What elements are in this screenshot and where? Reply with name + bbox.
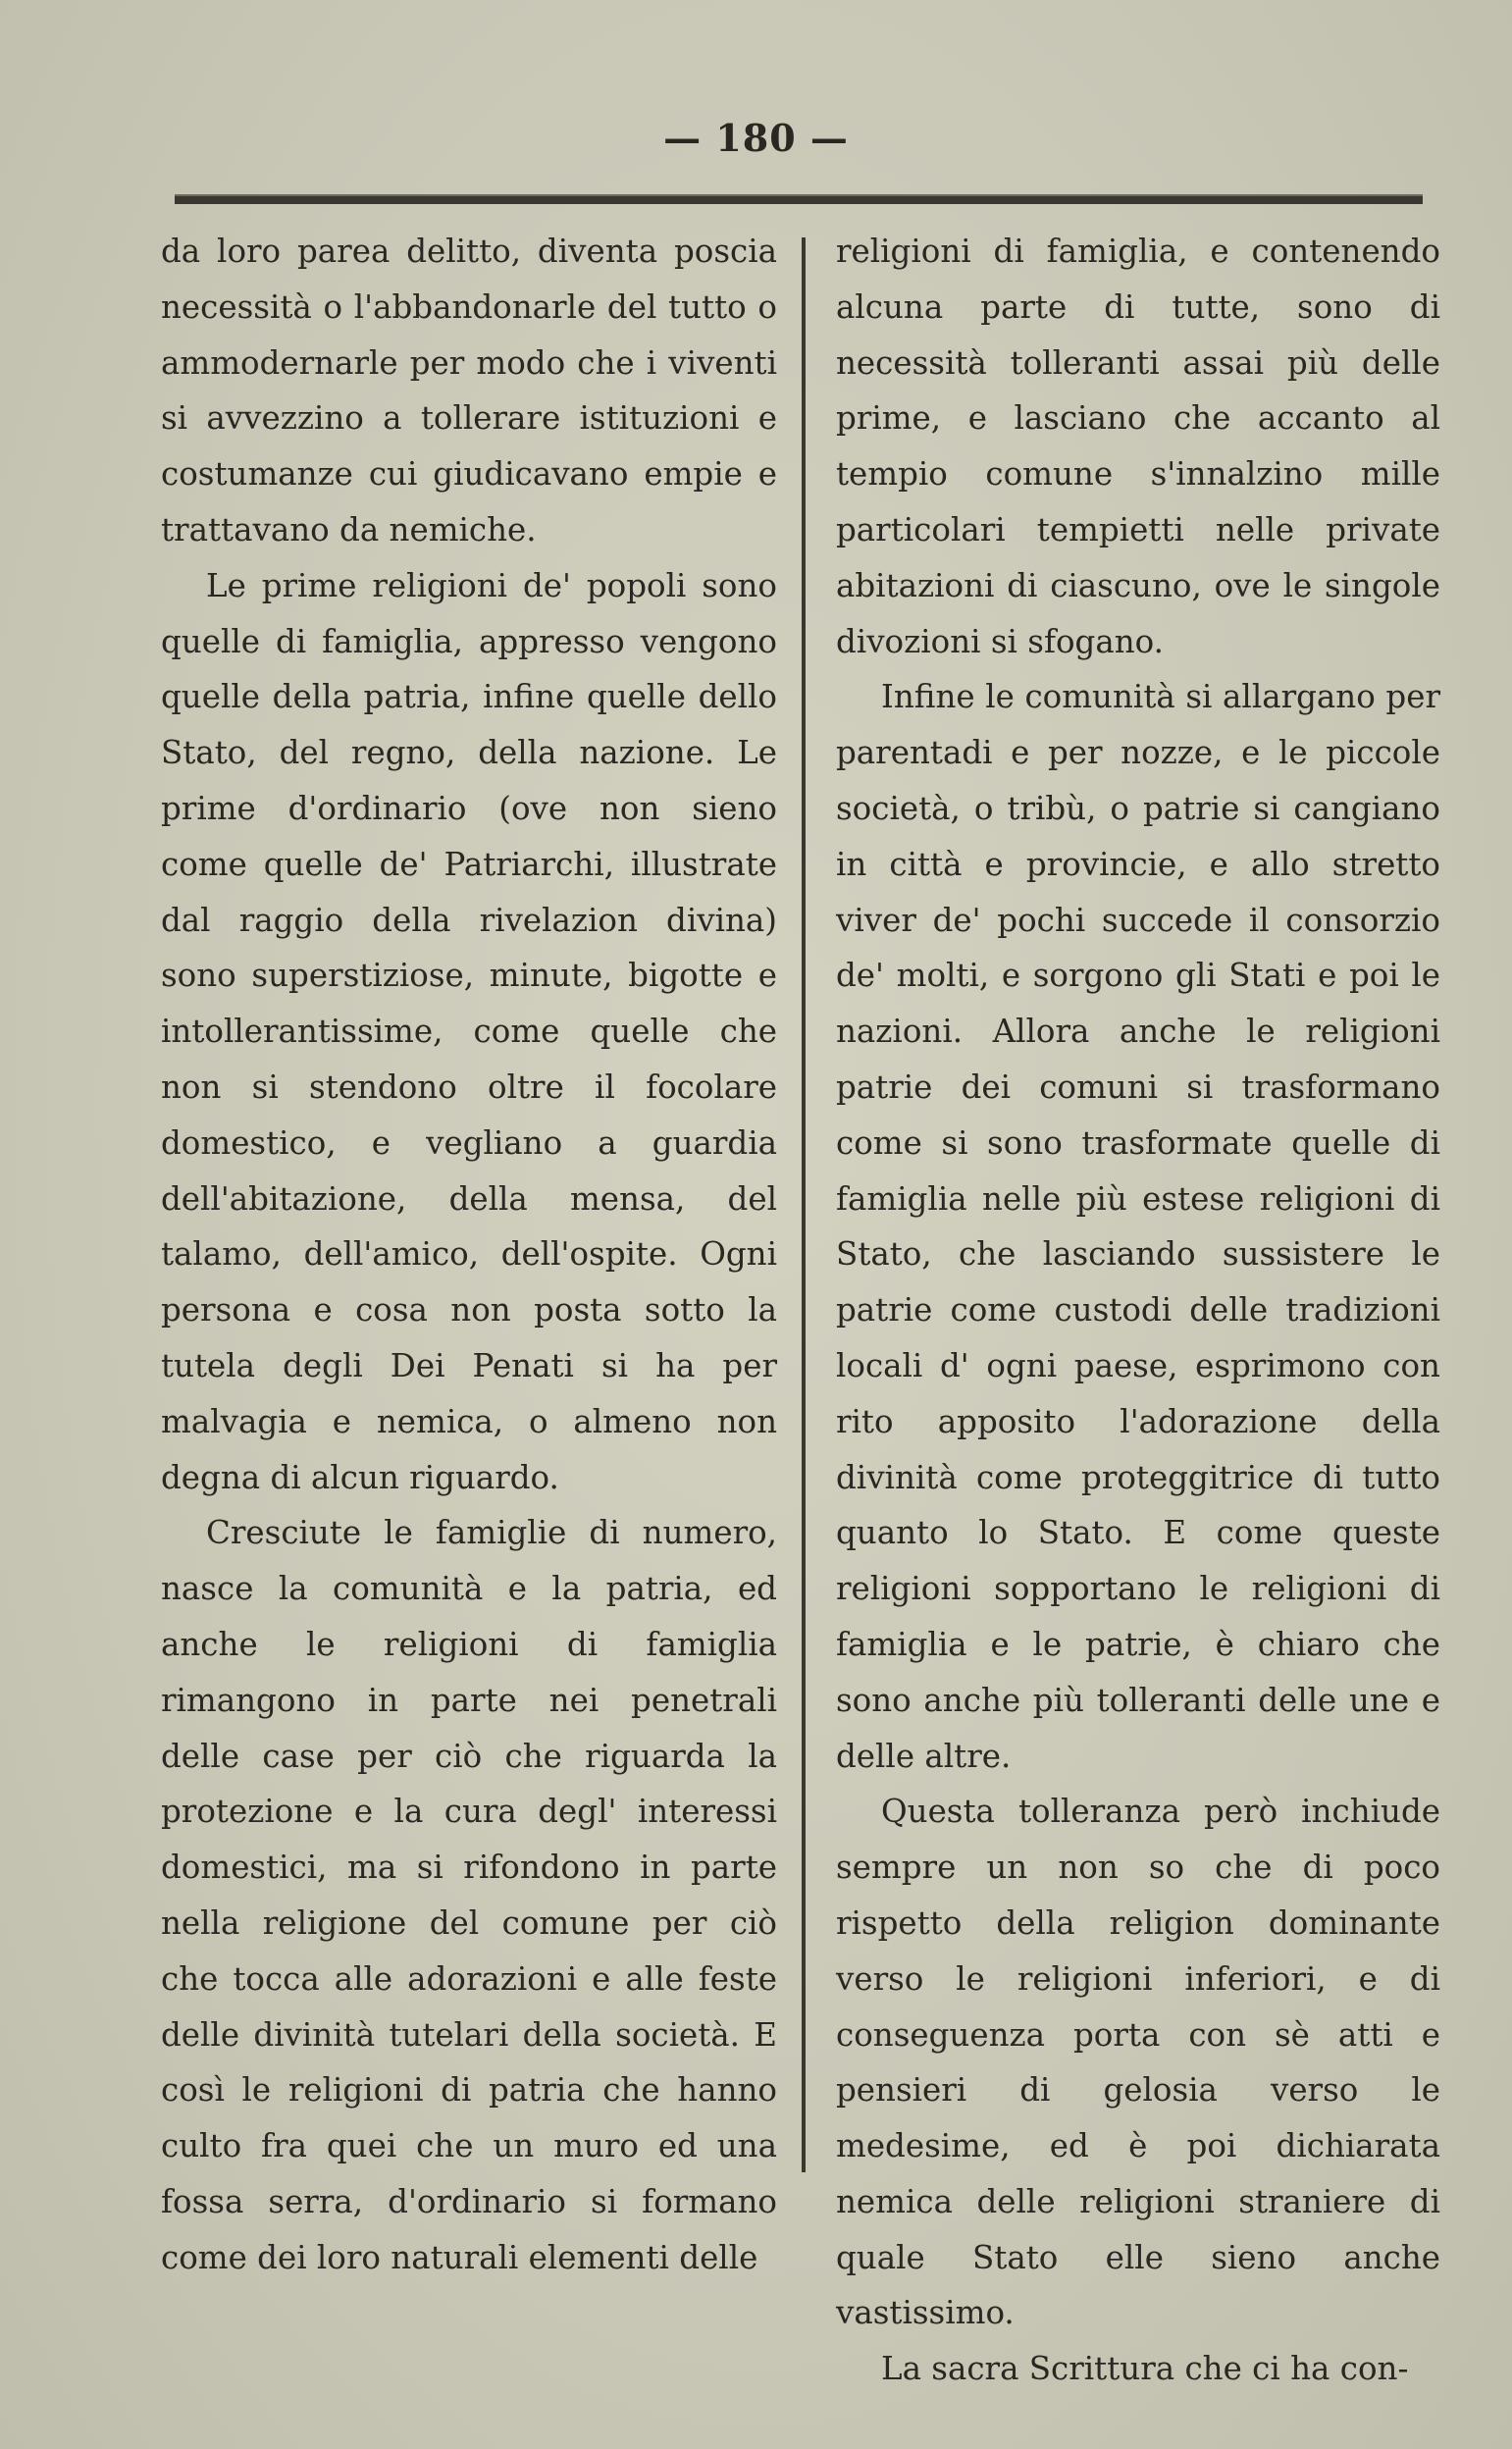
paragraph: Le prime religioni de' popoli sono quelle di famiglia, appresso vengono quelle della patria, infine quelle dello Stato, del regno, della nazione. Le prime d'ordinario (ove non sieno come quelle de' Patriarchi, illustrate dal raggio della rivelazion divina) sono superstiziose, minute, bigotte e intollerantissime, come quelle che non si stendono oltre il focolare domestico, e vegliano a guardia dell'abitazione, della mensa, del talamo, dell'amico, dell'ospite. Ogni persona e cosa non posta sotto la tutela degli Dei Penati si ha per malvagia e nemica, o almeno non degna di alcun riguardo. [161,566,777,1496]
paragraph: Questa tolleranza però inchiude sempre un non so che di poco rispetto della religion dominante verso le religioni inferiori, e di conseguenza porta con sè atti e pensieri di gelosia verso le medesime, ed è poi dichiarata nemica delle religioni straniere di quale Stato elle sieno anche vastissimo. [836,1793,1440,2332]
paragraph: La sacra Scrittura che ci ha con- [881,2350,1409,2388]
paragraph: religioni di famiglia, e contenendo alcuna parte di tutte, sono di necessità tolleranti assai più delle prime, e lasciano che accanto al tempio comune s'innalzino mille particolari tempietti nelle private abitazioni di ciascuno, ove le singole divozioni si sfogano. [836,233,1440,660]
header-rule [175,194,1423,204]
left-column [161,224,777,2285]
paragraph: da loro parea delitto, diventa poscia necessità o l'abbandonarle del tutto o ammodernarle per modo che i viventi si avvezzino a tollerare istituzioni e costumanze cui giudicavano empie e trattavano da nemiche. [161,233,777,548]
paragraph: Cresciute le famiglie di numero, nasce la comunità e la patria, ed anche le religioni di famiglia rimangono in parte nei penetrali delle case per ciò che riguarda la protezione e la cura degl' interessi domestici, ma si rifondono in parte nella religione del comune per ciò che tocca alle adorazioni e alle feste delle divinità tutelari della società. E così le religioni di patria che hanno culto fra quei che un muro ed una fossa serra, d'ordinario si formano come dei loro naturali elementi delle [161,1514,777,2276]
right-column [836,224,1440,2397]
column-divider [802,237,806,2172]
page-number: — 180 — [663,116,849,160]
paragraph: Infine le comunità si allargano per parentadi e per nozze, e le piccole società, o tribù, o patrie si cangiano in città e provincie, e allo stretto viver de' pochi succede il consorzio de' molti, e sorgono gli Stati e poi le nazioni. Allora anche le religioni patrie dei comuni si trasformano come si sono trasformate quelle di famiglia nelle più estese religioni di Stato, che lasciando sussistere le patrie come custodi delle tradizioni locali d' ogni paese, esprimono con rito apposito l'adorazione della divinità come proteggitrice di tutto quanto lo Stato. E come queste religioni sopportano le religioni di famiglia e le patrie, è chiaro che sono anche più tolleranti delle une e delle altre. [836,678,1440,1775]
